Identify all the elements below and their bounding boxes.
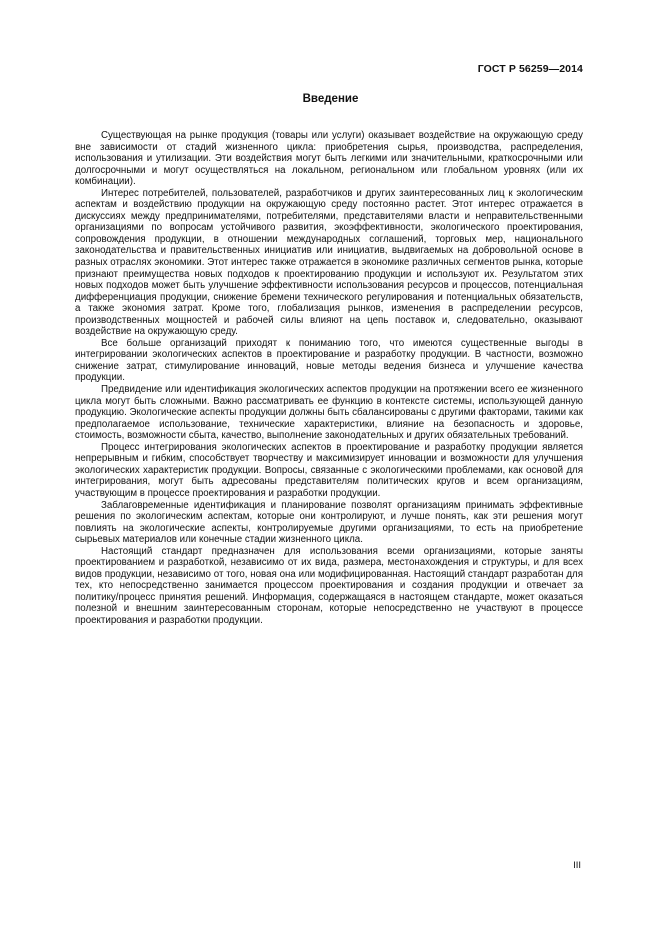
paragraph: Все больше организаций приходят к пониманию того, что имеются существенные выгоды в интегрировании экологических аспектов в проектирование и разработку продукции. В частности, возможно снижение затрат, стимулирование инноваций, новые методы ведения бизнеса и улучшение качества продукции. bbox=[75, 337, 583, 384]
paragraph: Предвидение или идентификация экологических аспектов продукции на протяжении всего ее жизненного цикла могут быть сложными. Важно рассматривать ее функцию в контексте системы, использующей данную продукцию. Экологические аспекты продукции должны быть сбалансированы с другими факторами, такими как предполагаемое использование, технические характеристики, влияние на безопасность и здоровье, стоимость, возможности сбыта, качество, выполнение законодательных и других обязательных требований. bbox=[75, 384, 583, 442]
section-title: Введение bbox=[302, 93, 359, 105]
body-text bbox=[75, 130, 583, 627]
paragraph: Интерес потребителей, пользователей, разработчиков и других заинтересованных лиц к экологическим аспектам и воздействию продукции на окружающую среду постоянно растет. Этот интерес отражается в дискуссиях между предпринимателями, потребителями, представителями власти и неправительственными организациями по вопросам устойчивого развития, экоэффективности, экологического проектирования, сопровождения продукции, в отношении международных соглашений, торговых мер, национального законодательства и правительственных инициатив или инициатив, выдвигаемых на добровольной основе в разных отраслях экономики. Этот интерес также отражается в экономике различных сегментов рынка, которые признают преимущества новых подходов к проектированию продукции и используют их. Результатом этих новых подходов может быть улучшение эффективности использования ресурсов и процессов, потенциальная дифференциация продукции, снижение бремени технического регулирования и потенциальных обязательств, а также экономия затрат. Кроме того, глобализация рынков, изменения в распределении ресурсов, производственных мощностей и рабочей силы влияют на цепь поставок и, следовательно, оказывают воздействие на окружающую среду. bbox=[75, 187, 583, 338]
paragraph: Существующая на рынке продукция (товары или услуги) оказывает воздействие на окружающую среду вне зависимости от стадий жизненного цикла: приобретения сырья, производства, распределения, использования и утилизации. Эти воздействия могут быть легкими или значительными, краткосрочными или долгосрочными и могут осуществляться на локальном, региональном или глобальном уровнях (или их комбинации). bbox=[75, 130, 583, 188]
paragraph: Процесс интегрирования экологических аспектов в проектирование и разработку продукции является непрерывным и гибким, способствует творчеству и максимизирует инновации и возможности для улучшения экологических характеристик продукции. Вопросы, связанные с экологическими проблемами, как основой для интегрирования, могут быть адресованы представителям политических кругов и всем организациям, участвующим в процессе проектирования и разработки продукции. bbox=[75, 441, 583, 499]
page-number: III bbox=[573, 860, 581, 871]
paragraph: Заблаговременные идентификация и планирование позволят организациям принимать эффективные решения по экологическим аспектам, которые они контролируют, и лучше понять, как эти решения могут повлиять на экологические аспекты, контролируемые другими организациями, то есть на приобретение сырьевых материалов или конечные стадии жизненного цикла. bbox=[75, 499, 583, 546]
paragraph: Настоящий стандарт предназначен для использования всеми организациями, которые заняты проектированием и разработкой, независимо от их вида, размера, местонахождения и структуры, и для всех видов продукции, независимо от того, новая она или модифицированная. Настоящий стандарт разработан для тех, кто непосредственно занимается процессом проектирования и создания продукции и отвечает за политику/процесс принятия решений. Информация, содержащаяся в настоящем стандарте, может оказаться полезной и внешним заинтересованным сторонам, которые непосредственно не участвуют в процессе проектирования и разработки продукции. bbox=[75, 545, 583, 626]
standard-identifier: ГОСТ Р 56259—2014 bbox=[477, 63, 583, 75]
